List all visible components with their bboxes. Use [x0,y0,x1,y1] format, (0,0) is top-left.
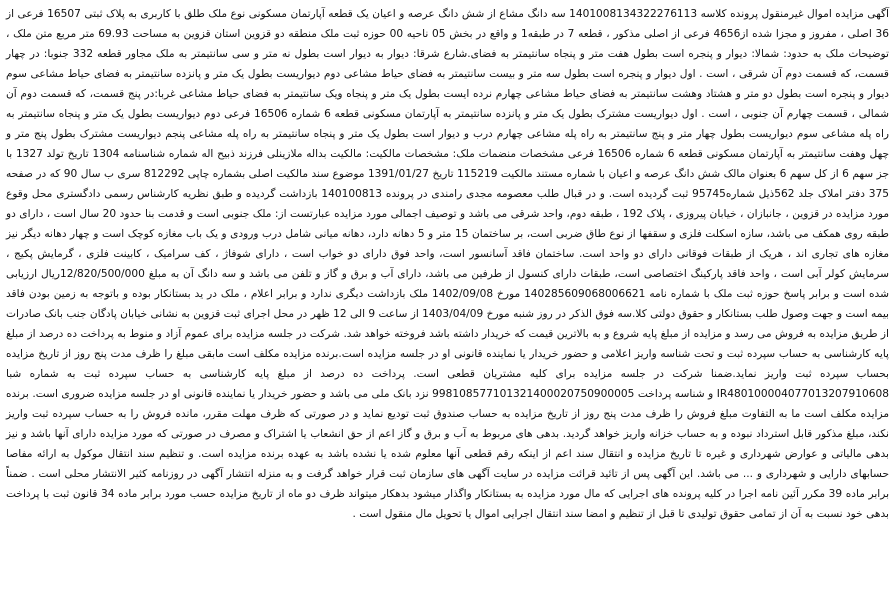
auction-notice-text: آگهی مزایده اموال غیرمنقول پرونده کلاسه 1401008134322276113 سه دانگ مشاع از شش دانگ عرصه و اعیان یک قطعه آپارتمان مسکونی نوع ملک طلق با کاربری به پلاک ثبتی 16507 فرعی از 36 اصلی ، مفروز و مجزا شده از4656 فرعی از اصلی مذکور ، قطعه 7 در طبقه1 و واقع در بخش 05 ناحیه 00 حوزه ثبت ملک منطقه دو قزوین استان قزوین به مساحت 69.93 متر مربع متن ملک ، توضیحات ملک به حدود: شمالا: دیوار و پنجره است بطول هفت متر و پنجاه سانتیمتر به فضای.شارع شرقا: دیوار به دیوار است بطول نه متر و سی سانتیمتر به ملک مجاور قطعه 332 جنوبا: در چهار قسمت، که قسمت دوم آن شرقی ، است . اول دیوار و پنجره است بطول سه متر و بیست سانتیمتر به فضای حیاط مشاعی دوم دیواریست بطول یک متر و پانزده سانتیمتر به فضای حیاط مشاعی سوم دیوار و پنجره است بطول دو متر و هشتاد وهشت سانتیمتر به فضای حیاط مشاعی چهارم نرده ایست بطول یک متر و پنجاه ویک سانتیمتر به فضای حیاط مشاعی غربا:در پنج قسمت، که قسمت دوم آن شمالی ، قسمت چهارم آن جنوبی ، است . اول دیواریست مشترک بطول یک متر و پانزده سانتیمتر به آپارتمان مسکونی قطعه 6 شماره 16506 فرعی دوم دیواریست بطول یک متر و پنجاه سانتیمتر به راه پله مشاعی سوم دیواریست بطول چهار متر و پنج سانتیمتر به راه پله مشاعی چهارم درب و دیوار است بطول یک متر و پنجاه سانتیمتر به راه پله مشاعی پنجم دیواریست مشترک بطول پنج متر و چهل وهفت سانتیمتر به آپارتمان مسکونی قطعه 6 شماره 16506 فرعی مشخصات منضمات ملک: مشخصات مالکیت: مالکیت بداله ملازینلی فرزند ذبیح اله شماره شناسنامه 1304 تاریخ تولد 1327 با جز سهم 6 از کل سهم 6 بعنوان مالک شش دانگ عرصه و اعیان با شماره مستند مالکیت 115219 تاریخ 1391/01/27 موضوع سند مالکیت اصلی بشماره چاپی 812292 سری ب سال 90 که در صفحه 375 دفتر املاک جلد 562ذیل شماره95745 ثبت گردیده است. و در قبال طلب معصومه مجدی رامندی در پرونده 140100813 بازداشت گردیده و طبق نظریه کارشناس رسمی دادگستری محل وقوع مورد مزایده در قزوین ، جانبازان ، خیابان پیروزی ، پلاک 192 ، طبقه دوم، واحد شرقی می باشد و توصیف اجمالی مورد مزایده عبارتست از: ملک جنوبی است و قدمت بنا حدود 20 سال است ، دارای دو طبقه روی همکف می باشد، سازه اسکلت فلزی و سقفها از نوع طاق ضربی است، بر ساختمان 15 متر و 5 دهانه دارد، دهانه میانی شامل درب ورودی و یک باب مغازه کوچک است و چهار دهانه دیگر نیز مغازه های تجاری اند ، هریک از طبقات فوقانی دارای دو واحد است. ساختمان فاقد آسانسور است، واحد فوق دارای دو خواب است ، دارای شوفاژ ، کف سرامیک ، کابینت فلزی ، گرمایش پکیج ، سرمایش کولر آبی است ، واحد فاقد پارکینگ اختصاصی است، طبقات دارای کنسول از طرفین می باشد، دارای آب و برق و گاز و تلفن می باشد و سه دانگ آن به مبلغ 12/820/500/000ریال ارزیابی شده است و برابر پاسخ حوزه ثبت ملک با شماره نامه 140285609068006621 مورخ 1402/09/08 ملک بازداشت دیگری ندارد و برابر اعلام ، ملک در ید بستانکار بوده و باتوجه به زمین بودن فاقد بیمه است و جهت وصول طلب بستانکار و حقوق دولتی کلا.سه فوق الذکر در روز شنبه مورخ 1403/04/09 از ساعت 9 الی 12 ظهر در محل اجرای ثبت قزوین به نشانی خیابان پادگان جنب بانک صادرات از طریق مزایده به فروش می رسد و مزایده از مبلغ پایه شروع و به بالاترین قیمت که خریدار داشته باشد فروخته خواهد شد. شرکت در جلسه مزایده برای عموم آزاد و منوط به پرداخت ده درصد از مبلغ پایه کارشناسی به حساب سپرده ثبت و تحت شناسه واریز اعلامی و حضور خریدار یا نماینده قانونی او در جلسه مزایده است.برنده مزایده مکلف است مابقی مبلغ را ظرف مدت پنج روز از تاریخ مزایده بحساب سپرده ثبت واریز نماید.ضمنا شرکت در جلسه مزایده برای کلیه مشتریان قطعی است. پرداخت ده درصد از مبلغ پایه کارشناسی به حساب سپرده ثبت به شماره شبا IR480100004077013207910608 و شناسه پرداخت 998108577101321400020750900005 نزد بانک ملی می باشد و حضور خریدار یا نماینده قانونی او در جلسه مزایده ضروری است. برنده مزایده مکلف است ما به التفاوت مبلغ فروش را ظرف مدت پنج روز از تاریخ مزایده به حساب صندوق ثبت تودیع نماید و در صورتی که ظرف مهلت مقرر، مانده فروش را به حساب سپرده ثبت واریز نکند، مبلغ مذکور قابل استرداد نبوده و به حساب خزانه واریز خواهد گردید. بدهی های مربوط به آب و برق و گاز اعم از حق انشعاب یا اشتراک و مصرف در صورتی که مورد مزایده دارای آنها باشد و نیز بدهی مالیاتی و عوارض شهرداری و غیره تا تاریخ مزایده و انتقال سند اعم از اینکه رقم قطعی آنها معلوم شده یا نشده باشد به عهده برنده مزایده است. و تنظیم سند انتقال موکول به ارائه مفاصا حسابهای دارایی و شهرداری و ... می باشد. این آگهی پس از تائید قرائت مزایده در سایت آگهی های سازمان ثبت قرار خواهد گرفت و به منزله انتشار آگهی در روزنامه کثیر الانتشار محلی است . ضمناً برابر ماده 39 مکرر آئین نامه اجرا در کلیه پرونده های اجرایی که مال مورد مزایده به بستانکار واگذار میشود بدهکار میتواند ظرف دو ماه از تاریخ مزایده حسب مورد برابر ماده 34 قانون ثبت با پرداخت بدهی خود نسبت به آن از تمامی حقوق تولیدی تا قبل از تنظیم و امضا سند انتقال اجرایی اموال یا تحویل مال منقول است . [6,8,890,520]
